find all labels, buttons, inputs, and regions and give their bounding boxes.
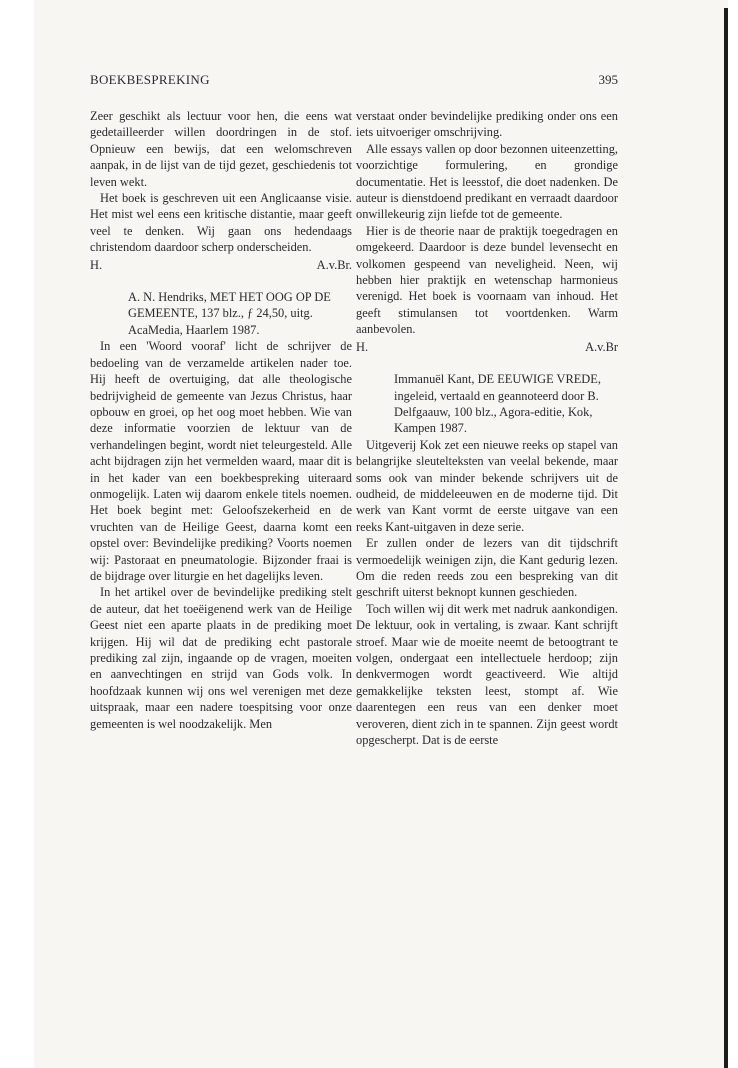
paragraph: In het artikel over de bevindelijke prediking stelt de auteur, dat het toeëigenend werk van de Heilige Geest niet een aparte plaats in de prediking moet krijgen. Hij wil dat de prediking echt pastorale prediking zal zijn, ingaande op de vragen, moeiten en aanvechtingen en strijd van Gods volk. In hoofdzaak kunnen wij ons wel verenigen met deze uitspraak, maar een nadere toespitsing voor onze gemeenten is wel noodzakelijk. Men	[90, 585, 352, 731]
paragraph: Zeer geschikt als lectuur voor hen, die eens wat gedetailleerder willen doordringen in de stof. Opnieuw een bewijs, dat een welomschreven aanpak, in de lijst van de tijd gezet, geschiedenis tot leven wekt.	[90, 109, 352, 189]
signature-author: A.v.Br	[585, 339, 618, 354]
page-edge-rule	[724, 8, 728, 1068]
bibliographic-entry: A. N. Hendriks, MET HET OOG OP DE GEMEENTE, 137 blz., ƒ 24,50, uitg. AcaMedia, Haarlem 1987.	[128, 290, 331, 337]
review-signature	[356, 339, 618, 355]
paragraph: verstaat onder bevindelijke prediking onder ons een iets uitvoeriger omschrijving.	[356, 109, 618, 140]
signature-initial: H.	[90, 257, 103, 272]
paragraph: Toch willen wij dit werk met nadruk aankondigen. De lektuur, ook in vertaling, is zwaar. Kant schrijft stroef. Maar wie de moeite neemt de betoogtrant te volgen, ondergaat een intellectuele herdoop; zijn denkvermogen wordt geactiveerd. Wie altijd gemakkelijke teksten leest, stompt af. Wie daarentegen een reus van een denker moet veroveren, dient zich in te spannen. Zijn geest wordt opgescherpt. Dat is de eerste	[356, 601, 618, 748]
signature-initial: H.	[356, 339, 369, 354]
paragraph: Er zullen onder de lezers van dit tijdschrift vermoedelijk weinigen zijn, die Kant gedurig lezen. Om die reden reeds zou een bespreking van dit geschrift uiterst beknopt kunnen geschieden.	[356, 536, 618, 600]
right-column	[356, 108, 618, 748]
paragraph: Alle essays vallen op door bezonnen uiteenzetting, voorzichtige formulering, en grondige documentatie. Het is leesstof, die doet nadenken. De auteur is dienstdoend predikant en verraadt daardoor onwillekeurig zijn liefde tot de gemeente.	[356, 141, 618, 222]
paragraph: Uitgeverij Kok zet een nieuwe reeks op stapel van belangrijke sleutelteksten van veelal bekende, maar soms ook van minder bekende schrijvers uit de oudheid, de middeleeuwen en de moderne tijd. Dit werk van Kant vormt de eerste uitgave van een reeks Kant-uitgaven in deze serie.	[356, 437, 618, 534]
left-column	[90, 108, 352, 732]
page-number: 395	[598, 72, 618, 87]
paragraph: Hier is de theorie naar de praktijk toegedragen en omgekeerd. Daardoor is deze bundel levensecht en volkomen gespeend van neveligheid. Neen, wij hebben hier praktijk en wetenschap harmonieus verenigd. Het boek is voornaam van inhoud. Het geeft stimulansen tot voortdenken. Warm aanbevolen.	[356, 223, 618, 337]
book-page	[34, 0, 728, 1068]
review-signature	[90, 257, 352, 273]
running-header: BOEKBESPREKING	[90, 72, 210, 87]
paragraph: Het boek is geschreven uit een Anglicaanse visie. Het mist wel eens een kritische distantie, maar geeft veel te denken. Wij gaan ons hedendaags christendom daardoor scherp onderscheiden.	[90, 191, 352, 255]
paragraph: In een 'Woord vooraf' licht de schrijver de bedoeling van de verzamelde artikelen nader toe. Hij heeft de overtuiging, dat alle theologische bedrijvigheid de gemeente van Jezus Christus, haar opbouw en groei, op het oog moet hebben. Wie van deze informatie voorzien de lektuur van de verhandelingen begint, wordt niet teleurgesteld. Alle acht bijdragen zijn het vermelden waard, maar dit is in het kader van een boekbespreking uiteraard onmogelijk. Laten wij daarom enkele titels noemen. Het boek begint met: Geloofszekerheid en de vruchten van de Heilige Geest, daarna komt een opstel over: Bevindelijke prediking? Voorts noemen wij: Pastoraat en pneumatologie. Bijzonder fraai is de bijdrage over liturgie en het dagelijks leven.	[90, 339, 352, 583]
signature-author: A.v.Br.	[316, 257, 352, 272]
bibliographic-entry: Immanuël Kant, DE EEUWIGE VREDE, ingeleid, vertaald en geannoteerd door B. Delfgaauw, 100 blz., Agora-editie, Kok, Kampen 1987.	[394, 372, 601, 436]
